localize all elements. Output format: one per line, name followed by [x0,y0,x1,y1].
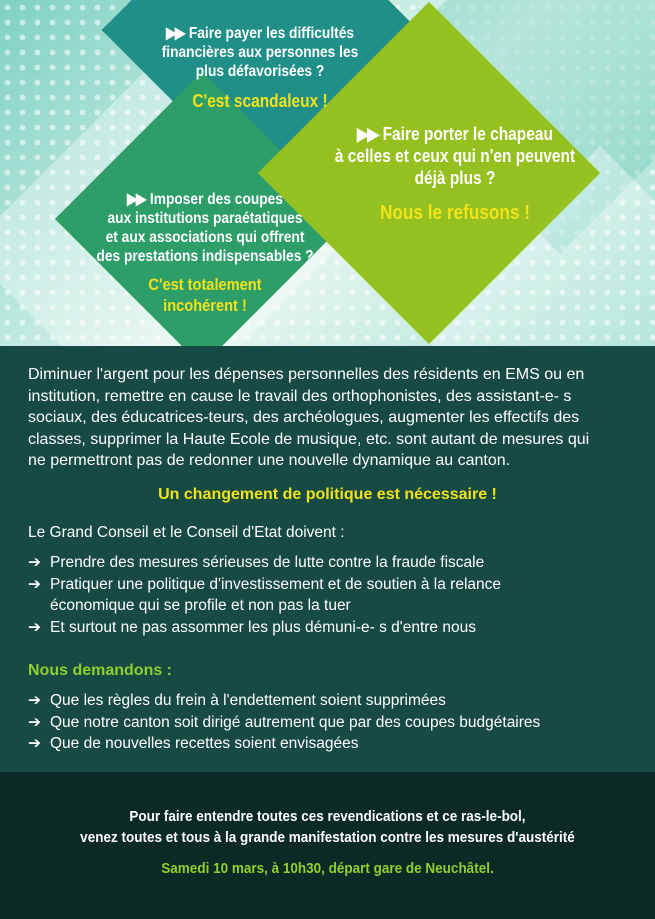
arrow-right-icon: ➔ [28,713,41,731]
diamond-answer: C'est scandaleux ! [192,91,328,111]
footer-call: Pour faire entendre toutes ces revendications et ce ras-le-bol, venez toutes et tous à la grande manifestation contre les mesures d'austérité [80,808,575,846]
headline: Un changement de politique est nécessaire ! [158,486,497,503]
diamond-text-incoherent [76,190,334,316]
footer-banner [0,772,655,919]
diamond-text-refusons [313,123,597,224]
list-item: ➔ Prendre des mesures sérieuses de lutte contre la fraude fiscale [28,552,638,574]
list-item: ➔ Pratiquer une politique d'investissement et de soutien à la relance économique qui se profile et non pas la tuer [28,575,502,614]
arrow-right-icon: ➔ [28,735,41,752]
arrow-right-icon: ➔ [28,692,41,709]
intro-paragraph: Diminuer l'argent pour les dépenses personnelles des résidents en EMS ou en institution, remettre en cause le travail des orthophonistes, des assistant-e- s sociaux, des éducatrices-teurs, des archéologues, augmenter les effectifs des classes, supprimer la Haute Ecole de musique, etc. sont autant de mesures qui ne permettront pas de redonner une nouvelle dynamique au canton. [28,366,590,469]
diamond-answer: C'est totalement incohérent ! [148,275,262,315]
double-arrow-icon: ▶▶ [127,191,145,208]
diamond-question: ▶▶ Faire payer les difficultés financières aux personnes les plus défavorisées ? [161,25,359,80]
list-item: ➔ Et surtout ne pas assommer les plus démuni-e- s d'entre nous [28,617,638,639]
arrow-right-icon: ➔ [28,554,41,571]
double-arrow-icon: ▶▶ [165,25,184,42]
list-item: ➔ Que de nouvelles recettes soient envisagées [28,733,638,755]
diamond-question: ▶▶ Faire porter le chapeau à celles et ceux qui n'en peuvent déjà plus ? [334,124,576,188]
conseil-list [28,552,638,638]
list-item: ➔ Que notre canton soit dirigé autrement que par des coupes budgétaires [28,712,638,734]
list-item: ➔ Que les règles du frein à l'endettement soient supprimées [28,690,638,712]
double-arrow-icon: ▶▶ [357,124,378,144]
demandons-title: Nous demandons : [28,662,173,679]
diamond-answer: Nous le refusons ! [379,202,531,224]
diamond-text-scandaleux [131,24,389,112]
arrow-right-icon: ➔ [28,618,41,636]
diamond-question: ▶▶ Imposer des coupes aux institutions paraétatiques et aux associations qui offrent des prestations indispensables ? [96,191,314,265]
arrow-right-icon: ➔ [28,575,41,593]
event-details: Samedi 10 mars, à 10h30, départ gare de Neuchâtel. [161,860,494,877]
conseil-intro: Le Grand Conseil et le Conseil d'Etat doivent : [28,524,345,541]
main-text-section [0,346,655,772]
demandons-list [28,690,638,755]
top-graphic [0,0,655,346]
